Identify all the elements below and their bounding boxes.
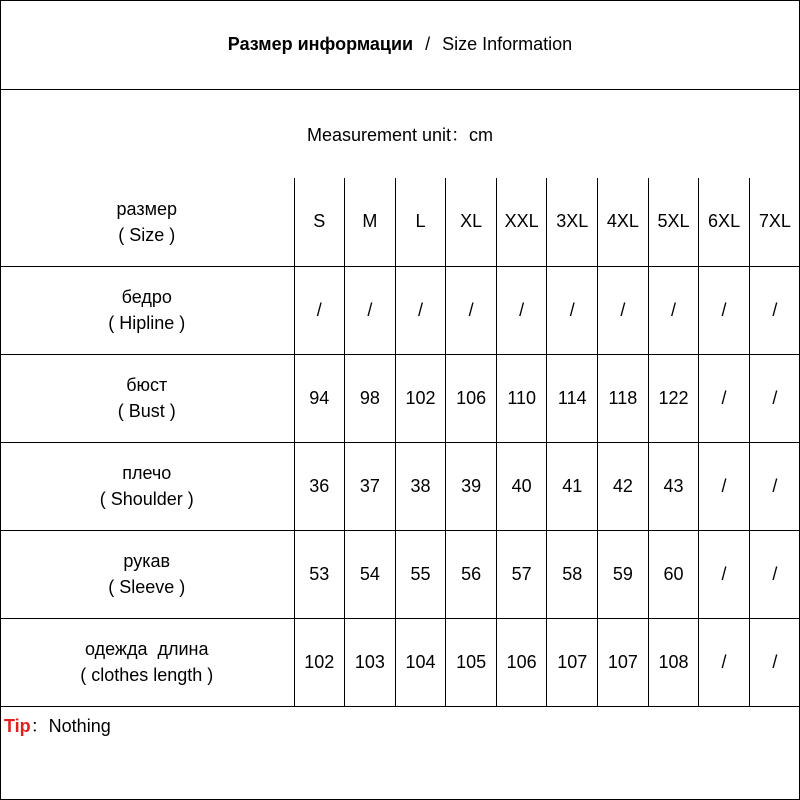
title-separator: / [425, 34, 431, 54]
size-table [0, 178, 800, 707]
value-cell: / [496, 266, 547, 354]
value-cell: 103 [345, 618, 396, 706]
value-cell: / [749, 442, 800, 530]
measurement-unit: Measurement unit：cm [306, 125, 494, 145]
value-cell: 58 [547, 530, 598, 618]
size-cell: 3XL [547, 178, 598, 266]
row-label-en: ( clothes length ) [80, 665, 214, 685]
value-cell: 107 [547, 618, 598, 706]
row-label-ru: бедро [121, 287, 172, 307]
value-cell: 39 [446, 442, 497, 530]
value-cell: 118 [598, 354, 649, 442]
value-cell: / [446, 266, 497, 354]
value-cell: 57 [496, 530, 547, 618]
row-label [0, 178, 294, 266]
value-cell: 107 [598, 618, 649, 706]
size-cell: 6XL [699, 178, 750, 266]
table-row-shoulder [0, 442, 800, 530]
row-label-en: ( Bust ) [117, 401, 176, 421]
value-cell: 40 [496, 442, 547, 530]
value-cell: / [749, 354, 800, 442]
value-cell: 37 [345, 442, 396, 530]
row-label-en: ( Sleeve ) [108, 577, 186, 597]
value-cell: / [699, 354, 750, 442]
size-cell: S [294, 178, 345, 266]
value-cell: 110 [496, 354, 547, 442]
size-cell: XXL [496, 178, 547, 266]
title-russian: Размер информации [227, 34, 414, 54]
value-cell: 55 [395, 530, 446, 618]
value-cell: / [699, 442, 750, 530]
value-cell: / [749, 530, 800, 618]
size-cell: XL [446, 178, 497, 266]
value-cell: / [749, 618, 800, 706]
tip-note [4, 712, 111, 738]
row-label-en: ( Size ) [118, 224, 176, 245]
value-cell: / [648, 266, 699, 354]
value-cell: 38 [395, 442, 446, 530]
value-cell: 94 [294, 354, 345, 442]
table-row-sleeve [0, 530, 800, 618]
value-cell: 36 [294, 442, 345, 530]
value-cell: 102 [395, 354, 446, 442]
row-label-ru: одежда длина [85, 639, 209, 659]
size-cell: M [345, 178, 396, 266]
value-cell: 102 [294, 618, 345, 706]
row-label [0, 442, 294, 530]
size-cell: 4XL [598, 178, 649, 266]
value-cell: 42 [598, 442, 649, 530]
value-cell: 59 [598, 530, 649, 618]
value-cell: / [294, 266, 345, 354]
value-cell: 43 [648, 442, 699, 530]
row-label [0, 530, 294, 618]
value-cell: / [345, 266, 396, 354]
value-cell: 104 [395, 618, 446, 706]
value-cell: 106 [446, 354, 497, 442]
row-label-en: ( Hipline ) [108, 313, 186, 333]
table-row-clothes-length [0, 618, 800, 706]
unit-band [0, 90, 800, 178]
value-cell: / [699, 530, 750, 618]
value-cell: 98 [345, 354, 396, 442]
size-cell: 5XL [648, 178, 699, 266]
row-label-en: ( Shoulder ) [99, 489, 194, 509]
value-cell: 54 [345, 530, 396, 618]
value-cell: / [699, 618, 750, 706]
row-label [0, 354, 294, 442]
tip-label: Tip [4, 716, 31, 736]
title-english: Size Information [442, 34, 573, 54]
value-cell: 105 [446, 618, 497, 706]
size-cell: 7XL [749, 178, 800, 266]
row-label-ru: бюст [126, 375, 168, 395]
value-cell: / [699, 266, 750, 354]
row-label [0, 618, 294, 706]
title-band [0, 0, 800, 89]
value-cell: 60 [648, 530, 699, 618]
value-cell: 122 [648, 354, 699, 442]
value-cell: 108 [648, 618, 699, 706]
table-row-hipline [0, 266, 800, 354]
value-cell: / [598, 266, 649, 354]
value-cell: 56 [446, 530, 497, 618]
table-row-size [0, 178, 800, 266]
value-cell: / [547, 266, 598, 354]
row-label-ru: плечо [122, 463, 172, 483]
size-cell: L [395, 178, 446, 266]
row-label-ru: размер [116, 198, 177, 219]
value-cell: / [749, 266, 800, 354]
value-cell: 114 [547, 354, 598, 442]
table-row-bust [0, 354, 800, 442]
row-label-ru: рукав [123, 551, 171, 571]
value-cell: 106 [496, 618, 547, 706]
row-label [0, 266, 294, 354]
value-cell: 53 [294, 530, 345, 618]
tip-text: ：Nothing [30, 716, 111, 736]
value-cell: / [395, 266, 446, 354]
value-cell: 41 [547, 442, 598, 530]
